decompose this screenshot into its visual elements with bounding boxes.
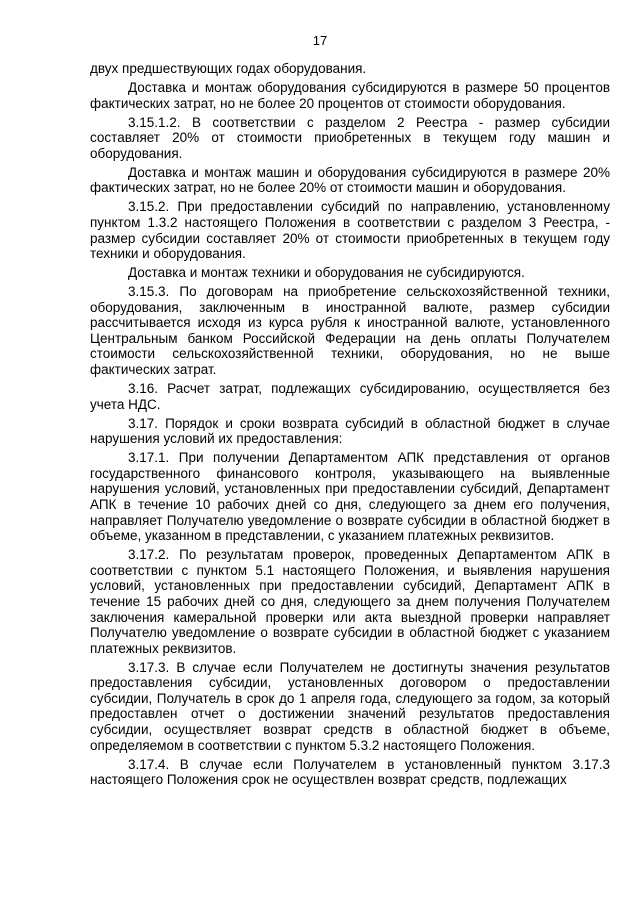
paragraph-3-16: 3.16. Расчет затрат, подлежащих субсидированию, осуществляется без учета НДС. bbox=[90, 381, 610, 412]
paragraph-3-15-2: 3.15.2. При предоставлении субсидий по направлению, установленному пунктом 1.3.2 настоящего Положения в соответствии с разделом 3 Реестра, - размер субсидии составляет 20% от стоимости приобретенных в текущем году техники и оборудования. bbox=[90, 199, 610, 262]
paragraph-3-15-1-2: 3.15.1.2. В соответствии с разделом 2 Реестра - размер субсидии составляет 20% от стоимости приобретенных в текущем году машин и оборудования. bbox=[90, 114, 610, 161]
document-body bbox=[90, 61, 610, 791]
paragraph-3-15-3: 3.15.3. По договорам на приобретение сельскохозяйственной техники, оборудования, заключенным в иностранной валюте, размер субсидии рассчитывается исходя из курса рубля к иностранной валюте, установленного Центральным банком Российской Федерации на день оплаты Получателем стоимости сельскохозяйственной техники, оборудования, но не выше фактических затрат. bbox=[90, 284, 610, 378]
paragraph-3-17-2: 3.17.2. По результатам проверок, проведенных Департаментом АПК в соответствии с пунктом 5.1 настоящего Положения, и выявления нарушения условий, установленных при предоставлении субсидий, Департамент АПК в течение 15 рабочих дней со дня, следующего за днем получения Получателем заключения камеральной проверки или акта выездной проверки направляет Получателю уведомление о возврате субсидии в областной бюджет с указанием платежных реквизитов. bbox=[90, 547, 610, 656]
paragraph-3-17-3: 3.17.3. В случае если Получателем не достигнуты значения результатов предоставления субсидии, установленных договором о предоставлении субсидии, Получатель в срок до 1 апреля года, следующего за годом, за который предоставлен отчет о достижении значений результатов предоставления субсидии, осуществляет возврат средств в областной бюджет в объеме, определяемом в соответствии с пунктом 5.3.2 настоящего Положения. bbox=[90, 659, 610, 753]
paragraph-3-17-4: 3.17.4. В случае если Получателем в установленный пунктом 3.17.3 настоящего Положения срок не осуществлен возврат средств, подлежащих bbox=[90, 756, 610, 788]
paragraph-continuation: двух предшествующих годах оборудования. bbox=[90, 61, 367, 76]
paragraph-delivery-equipment: Доставка и монтаж оборудования субсидируются в размере 50 процентов фактических затрат, но не более 20 процентов от стоимости оборудования. bbox=[90, 79, 610, 111]
paragraph-3-17: 3.17. Порядок и сроки возврата субсидий в областной бюджет в случае нарушения условий их предоставления: bbox=[90, 415, 610, 447]
page-number: 17 bbox=[312, 33, 328, 48]
paragraph-delivery-machines: Доставка и монтаж машин и оборудования субсидируются в размере 20% фактических затрат, но не более 20% от стоимости машин и оборудования. bbox=[90, 164, 610, 196]
paragraph-3-17-1: 3.17.1. При получении Департаментом АПК представления от органов государственного финансового контроля, указывающего на выявленные нарушения условий, установленных при предоставлении субсидий, Департамент АПК в течение 10 рабочих дней со дня, следующего за днем его получения, направляет Получателю уведомление о возврате субсидии в областной бюджет в объеме, указанном в представлении, с указанием платежных реквизитов. bbox=[90, 450, 610, 544]
paragraph-delivery-not-subsidized: Доставка и монтаж техники и оборудования не субсидируются. bbox=[128, 265, 525, 281]
